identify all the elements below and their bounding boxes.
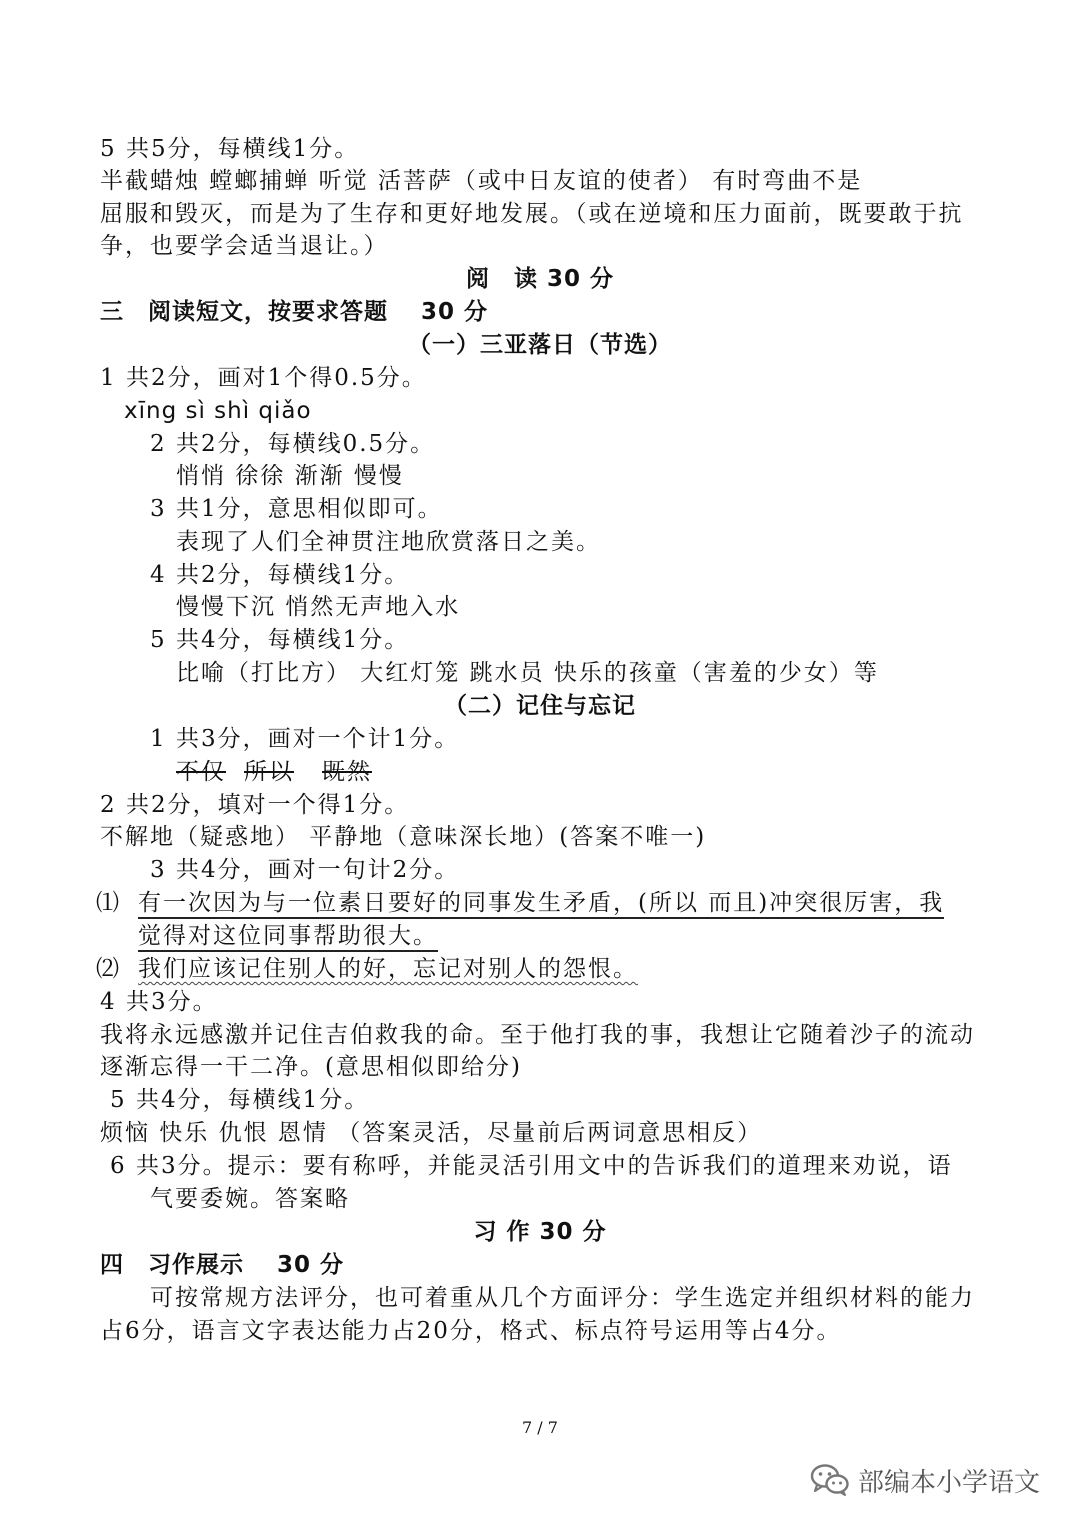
section4-line2: 占6分，语言文字表达能力占20分，格式、标点符号运用等占4分。 bbox=[100, 1318, 842, 1344]
p1-q3-answer: 表现了人们全神贯注地欣赏落日之美。 bbox=[176, 529, 601, 555]
passage2-title: （二）记住与忘记 bbox=[444, 693, 636, 719]
p1-q4-answer: 慢慢下沉 悄然无声地入水 bbox=[176, 594, 461, 620]
p2-q5-answer: 烦恼 快乐 仇恨 恩情 （答案灵活，尽量前后两词意思相反） bbox=[100, 1120, 763, 1146]
p1-q1-score: 1 共2分，画对1个得0.5分。 bbox=[100, 365, 427, 391]
p2-q3-s2-number: ⑵ bbox=[96, 956, 121, 982]
p1-q5-score: 5 共4分，每横线1分。 bbox=[150, 627, 410, 653]
p2-q3-sentence1-line2: 觉得对这位同事帮助很大。 bbox=[138, 921, 438, 951]
section3-title: 三 阅读短文，按要求答题 30 分 bbox=[100, 299, 489, 325]
p2-q3-s1-number: ⑴ bbox=[96, 890, 121, 916]
p1-q3-score: 3 共1分，意思相似即可。 bbox=[150, 496, 443, 522]
crossed-word: 既然 bbox=[322, 759, 372, 785]
crossed-word: 不仅 bbox=[176, 759, 226, 785]
p2-q1-crossed-words bbox=[176, 757, 372, 787]
p2-q5-score: 5 共4分，每横线1分。 bbox=[110, 1087, 370, 1113]
p1-q4-score: 4 共2分，每横线1分。 bbox=[150, 562, 410, 588]
watermark bbox=[810, 1458, 1040, 1502]
p2-q3-score: 3 共4分，画对一句计2分。 bbox=[150, 857, 460, 883]
wechat-icon bbox=[810, 1463, 850, 1497]
p2-q4-score: 4 共3分。 bbox=[100, 989, 218, 1015]
q2-5-answer-line3: 争，也要学会适当退让。） bbox=[100, 233, 389, 259]
p2-q6-line2: 气要委婉。答案略 bbox=[150, 1186, 350, 1212]
p2-q2-score: 2 共2分，填对一个得1分。 bbox=[100, 792, 410, 818]
p2-q4-answer-line1: 我将永远感激并记住吉伯救我的命。至于他打我的事，我想让它随着沙子的流动 bbox=[100, 1022, 975, 1048]
q2-5-score: 5 共5分，每横线1分。 bbox=[100, 136, 360, 162]
p2-q1-score: 1 共3分，画对一个计1分。 bbox=[150, 726, 460, 752]
p1-q5-answer: 比喻（打比方） 大红灯笼 跳水员 快乐的孩童（害羞的少女）等 bbox=[176, 660, 879, 686]
q2-5-answer-line2: 屈服和毁灭，而是为了生存和更好地发展。（或在逆境和压力面前，既要敢于抗 bbox=[100, 201, 964, 227]
watermark-text: 部编本小学语文 bbox=[858, 1467, 1041, 1498]
crossed-word: 所以 bbox=[244, 759, 294, 785]
section4-line1: 可按常规方法评分，也可着重从几个方面评分：学生选定并组织材料的能力 bbox=[100, 1285, 975, 1311]
writing-header: 习 作 30 分 bbox=[473, 1219, 607, 1245]
q2-5-answer-line1: 半截蜡烛 螳螂捕蝉 听觉 活菩萨（或中日友谊的使者） 有时弯曲不是 bbox=[100, 168, 863, 194]
p2-q3-sentence1-line1: 有一次因为与一位素日要好的同事发生矛盾，(所以 而且)冲突很厉害，我 bbox=[138, 888, 944, 918]
p2-q6-line1: 6 共3分。提示：要有称呼，并能灵活引用文中的告诉我们的道理来劝说，语 bbox=[110, 1153, 953, 1179]
page-number: 7 / 7 bbox=[522, 1418, 558, 1437]
passage1-title: （一）三亚落日（节选） bbox=[408, 332, 672, 358]
p2-q3-sentence2: 我们应该记住别人的好，忘记对别人的怨恨。 bbox=[138, 956, 638, 982]
p1-q1-pinyin: xīng sì shì qiǎo bbox=[124, 398, 312, 424]
p1-q2-score: 2 共2分，每横线0.5分。 bbox=[150, 431, 436, 457]
section4-title: 四 习作展示 30 分 bbox=[100, 1252, 345, 1278]
p1-q2-answer: 悄悄 徐徐 渐渐 慢慢 bbox=[176, 463, 404, 489]
p2-q2-answer: 不解地（疑惑地） 平静地（意味深长地）(答案不唯一) bbox=[100, 824, 707, 850]
reading-header: 阅 读 30 分 bbox=[465, 266, 615, 292]
p2-q4-answer-line2: 逐渐忘得一干二净。(意思相似即给分) bbox=[100, 1054, 522, 1080]
